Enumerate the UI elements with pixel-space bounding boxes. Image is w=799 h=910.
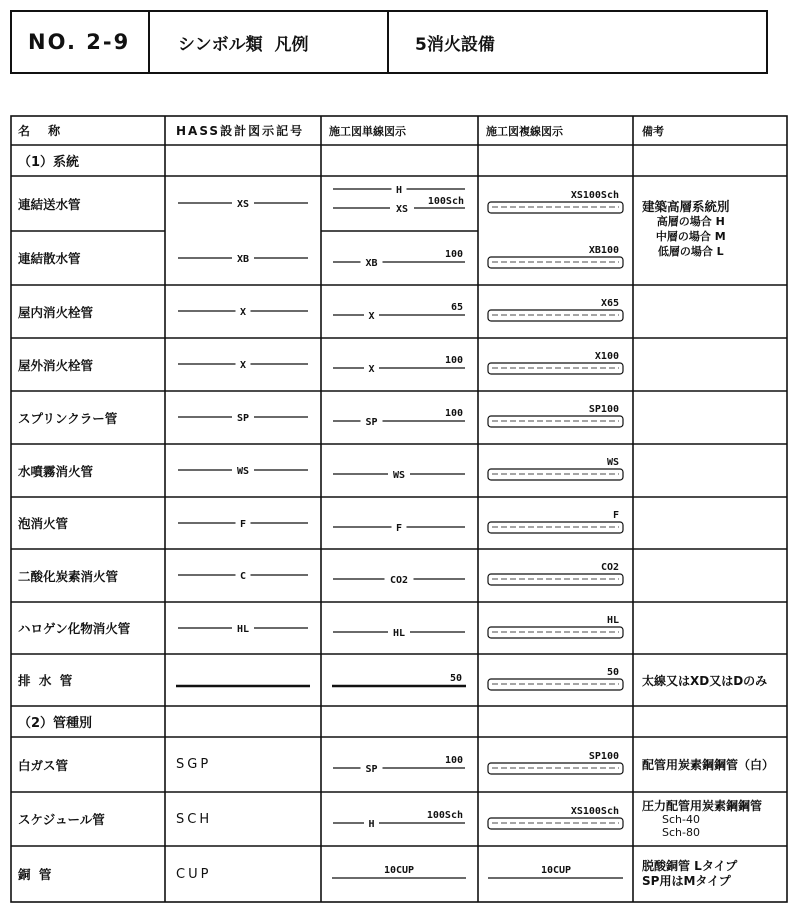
symbol-row-6-double-label: F bbox=[612, 510, 619, 521]
symbol-pipe-1-single-num: 100Sch bbox=[426, 810, 463, 821]
symbol-row-9-double-label: 50 bbox=[606, 667, 619, 678]
symbol-pipe-0-single-label: SP bbox=[365, 764, 378, 775]
symbol-pipe-0-double-label: SP100 bbox=[588, 751, 619, 762]
symbol-pipe-2-double-label: 10CUP bbox=[540, 865, 572, 876]
note-sgp: 配管用炭素鋼鋼管（白） bbox=[642, 758, 775, 772]
row-name: ハロゲン化物消火管 bbox=[18, 621, 131, 636]
row-name: 連結送水管 bbox=[18, 196, 81, 212]
note-sch-line: Sch-40 bbox=[662, 812, 700, 826]
symbol-row-7-hass-label: C bbox=[239, 571, 247, 582]
row-name: 水噴霧消火管 bbox=[18, 463, 94, 479]
section-system: （1）系統 bbox=[18, 155, 80, 170]
symbol-row-3-single-num: 100 bbox=[444, 355, 463, 366]
symbol-row-2-hass-label: X bbox=[239, 307, 247, 318]
symbol-row-1-single-num: 100 bbox=[444, 249, 463, 260]
symbol-row-0-hass-label: XS bbox=[236, 199, 250, 210]
note-system-line: 低層の場合 L bbox=[657, 245, 724, 258]
symbol-row-5-single-label: WS bbox=[392, 470, 406, 481]
symbol-row-5-hass-label: WS bbox=[236, 466, 250, 477]
symbol-row-6-single-label: F bbox=[395, 523, 403, 534]
row-name: 屋内消火栓管 bbox=[18, 304, 94, 320]
note-sch bbox=[642, 792, 762, 846]
col-header-name: 名 称 bbox=[18, 124, 61, 138]
symbol-pipe-1-double-pipe bbox=[488, 818, 623, 829]
symbol-row-7-single-label: CO2 bbox=[389, 575, 409, 586]
note-sch-line: 圧力配管用炭素鋼鋼管 bbox=[642, 798, 763, 813]
row-name: 連結散水管 bbox=[18, 251, 81, 266]
hass-code: SGP bbox=[176, 757, 212, 772]
symbol-row-5-double-label: WS bbox=[606, 457, 619, 468]
symbol-row-4-double-label: SP100 bbox=[588, 404, 619, 415]
symbol-row-4-hass-label: SP bbox=[236, 413, 250, 424]
note-cup-line: SP用はMタイプ bbox=[642, 874, 731, 888]
row-name: 銅 管 bbox=[18, 867, 52, 882]
note-system bbox=[642, 187, 730, 271]
note-system-title: 建築高層系統別 bbox=[642, 199, 730, 214]
sheet-number: NO. 2-9 bbox=[12, 12, 150, 72]
note-system-line: 中層の場合 M bbox=[655, 230, 726, 243]
symbol-row-2-single-label: X bbox=[368, 311, 375, 322]
symbol-row-5-double-pipe bbox=[488, 469, 623, 480]
note-drain: 太線又はXD又はDのみ bbox=[642, 673, 768, 688]
symbol-row-3-double-label: X100 bbox=[594, 351, 619, 362]
symbol-row-3-double-pipe bbox=[488, 363, 623, 374]
symbol-row-0-double-pipe bbox=[488, 202, 623, 213]
symbol-row-2-double-pipe bbox=[488, 310, 623, 321]
legend-table bbox=[10, 115, 788, 903]
note-sch-line: Sch-80 bbox=[662, 825, 700, 839]
row-name: 二酸化炭素消火管 bbox=[18, 568, 119, 584]
header-box bbox=[10, 10, 768, 74]
symbol-row-1-double-pipe bbox=[488, 257, 623, 268]
row-name: 排 水 管 bbox=[18, 673, 73, 688]
symbol-row-2-double-label: X65 bbox=[600, 298, 619, 309]
sheet-title: シンボル類 凡例 bbox=[150, 12, 389, 72]
symbol-row-1-hass-label: XB bbox=[236, 254, 250, 265]
symbol-row-1-single-label: XB bbox=[365, 258, 378, 269]
sheet-subtitle: 5消火設備 bbox=[415, 34, 495, 55]
col-header-hass: HASS設計図示記号 bbox=[176, 124, 305, 138]
hass-code: CUP bbox=[176, 866, 212, 882]
symbol-row-8-double-label: HL bbox=[606, 615, 619, 626]
symbol-row-8-double-pipe bbox=[488, 627, 623, 638]
symbol-pipe-0-double-pipe bbox=[488, 763, 623, 774]
symbol-row-8-hass-label: HL bbox=[236, 624, 250, 635]
col-header-double: 施工図複線図示 bbox=[486, 124, 563, 138]
row-name: 屋外消火栓管 bbox=[18, 357, 94, 373]
symbol-row-4-single-label: SP bbox=[365, 417, 378, 428]
note-cup bbox=[642, 846, 737, 902]
row-name: スケジュール管 bbox=[18, 812, 105, 827]
symbol-pipe-2-single-num: 10CUP bbox=[383, 865, 415, 876]
row-name: 白ガス管 bbox=[18, 757, 69, 773]
symbol-row-6-hass-label: F bbox=[239, 519, 247, 530]
symbol-row-7-double-pipe bbox=[488, 574, 623, 585]
symbol-row-0-single-num: 100Sch bbox=[427, 196, 464, 207]
symbol-row-9-double-pipe bbox=[488, 679, 623, 690]
symbol-row-1-double-label: XB100 bbox=[588, 245, 619, 256]
symbol-row-4-single-num: 100 bbox=[444, 408, 463, 419]
symbol-row-6-double-pipe bbox=[488, 522, 623, 533]
symbol-pipe-1-single-label: H bbox=[368, 819, 375, 830]
row-name: スプリンクラー管 bbox=[18, 410, 118, 426]
col-header-note: 備考 bbox=[642, 124, 664, 138]
symbol-row-0-double-label: XS100Sch bbox=[570, 190, 619, 201]
note-system-line: 高層の場合 H bbox=[656, 215, 725, 228]
symbol-row-9-single-num: 50 bbox=[449, 673, 462, 684]
symbol-row-8-single-label: HL bbox=[392, 628, 406, 639]
col-header-single: 施工図単線図示 bbox=[329, 124, 406, 138]
symbol-row-4-double-pipe bbox=[488, 416, 623, 427]
note-cup-line: 脱酸銅管 Lタイプ bbox=[642, 859, 738, 873]
symbol-row-3-hass-label: X bbox=[239, 360, 247, 371]
symbol-pipe-1-double-label: XS100Sch bbox=[570, 806, 619, 817]
symbol-row-3-single-label: X bbox=[368, 364, 375, 375]
symbol-row-2-single-num: 65 bbox=[450, 302, 463, 313]
section-pipe-type: （2）管種別 bbox=[18, 716, 93, 731]
row-name: 泡消火管 bbox=[18, 516, 69, 531]
symbol-row-0-single-xs-label: XS bbox=[395, 204, 409, 215]
symbol-row-0-single-h-label: H bbox=[395, 185, 403, 196]
symbol-row-7-double-label: CO2 bbox=[600, 562, 619, 573]
symbol-pipe-0-single-num: 100 bbox=[444, 755, 463, 766]
hass-code: SCH bbox=[176, 811, 213, 827]
